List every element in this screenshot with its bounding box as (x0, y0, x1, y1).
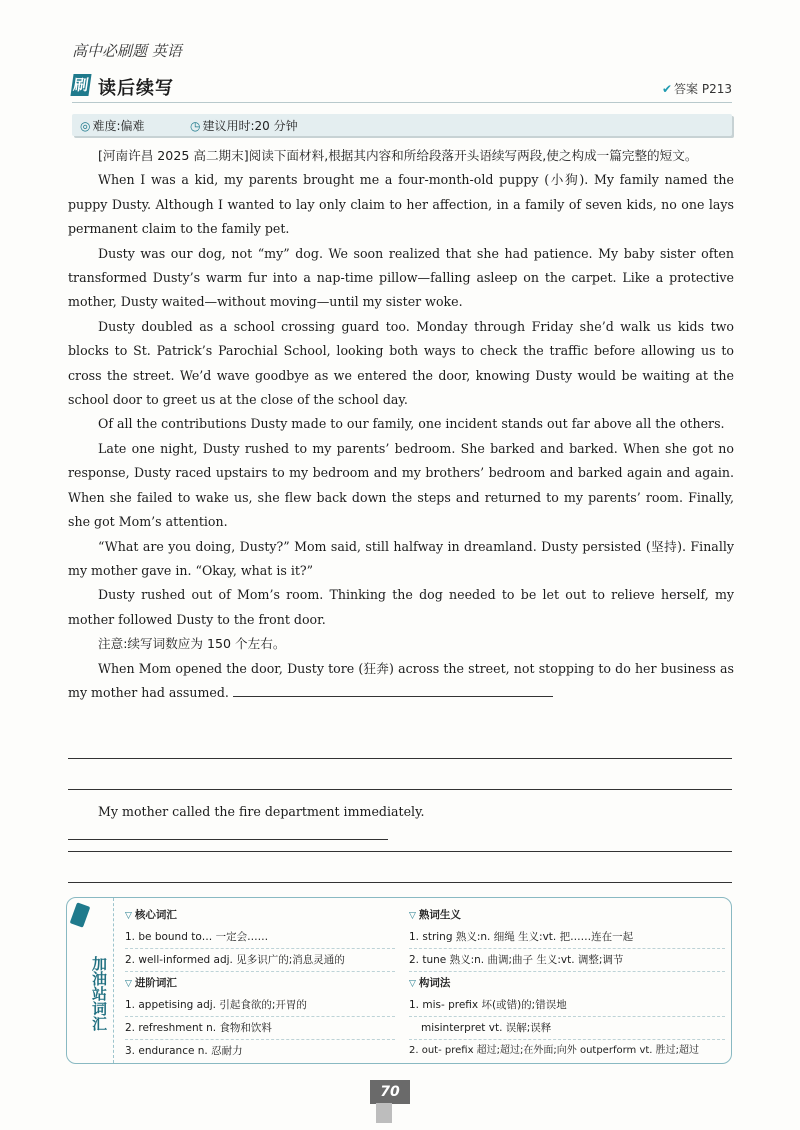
vocab-item: 2. well-informed adj. 见多识广的;消息灵通的 (125, 948, 395, 971)
checkmark-icon: ✔ (661, 82, 673, 96)
difficulty-icon: ◎ (80, 119, 91, 133)
advanced-vocab-heading: ▽ 进阶词汇 (125, 971, 395, 994)
word-count-note: 注意:续写词数应为 150 个左右。 (98, 636, 286, 652)
familiar-words-heading: ▽ 熟词生义 (409, 909, 461, 921)
vocab-item: 1. appetising adj. 引起食欲的;开胃的 (125, 999, 307, 1011)
paragraph: Of all the contributions Dusty made to our family, one incident stands out far above all the others. (98, 416, 725, 432)
divider (72, 102, 732, 103)
answer-page-label: 答案 P213 (674, 82, 732, 96)
vocabulary-box (66, 897, 732, 1064)
core-vocab-heading: ▽ 核心词汇 (125, 909, 177, 921)
vocab-item: 2. out- prefix 超过;超过;在外面;向外 outperform vt. 胜过;超过 (409, 1039, 725, 1062)
meta-bar (72, 114, 732, 136)
paragraph: Late one night, Dusty rushed to my parents’ bedroom. She barked and barked. When she got no response, Dusty raced upstairs to my bedroom and my brothers’ bedroom and barked again and again. When she failed to wake us, she flew back down the steps and returned to my parents’ room. Finally, she got Mom’s attention. (68, 440, 734, 530)
page-number: 70 (370, 1080, 410, 1104)
vocab-item: misinterpret vt. 误解;误释 (409, 1016, 725, 1039)
paragraph: “What are you doing, Dusty?” Mom said, still halfway in dreamland. Dusty persisted (坚持). Finally my mother gave in. “Okay, what is it?” (68, 538, 734, 578)
paragraph: Dusty doubled as a school crossing guard too. Monday through Friday she’d walk us kids two blocks to St. Patrick’s Parochial School, looking both ways to check the traffic before allowing us to cross the street. We’d wave goodbye as we entered the door, knowing Dusty would be waiting at the school door to greet us at the close of the school day. (68, 318, 734, 408)
writing-prompt-1: When Mom opened the door, Dusty tore (狂奔) across the street, not stopping to do her business as my mother had assumed. (68, 660, 734, 700)
vocab-item: 2. tune 熟义:n. 曲调;曲子 生义:vt. 调整;调节 (409, 948, 725, 971)
triangle-icon: ▽ (409, 979, 416, 989)
triangle-icon: ▽ (409, 911, 416, 921)
section-title: 读后续写 (98, 78, 174, 99)
writing-prompt-2: My mother called the fire department immediately. (68, 800, 734, 849)
instruction: [河南许昌 2025 高二期末]阅读下面材料,根据其内容和所给段落开头语续写两段,使之构成一篇完整的短文。 (98, 148, 698, 163)
paragraph: Dusty rushed out of Mom’s room. Thinking the dog needed to be let out to relieve herself, my mother followed Dusty to the front door. (68, 587, 734, 627)
vocab-side-panel (67, 898, 114, 1063)
section-header (72, 74, 732, 102)
vocab-item: 1. be bound to… 一定会…… (125, 931, 269, 943)
paragraph: When I was a kid, my parents brought me a four-month-old puppy (小狗). My family named the puppy Dusty. Although I wanted to lay only claim to her affection, in a family of seven kids, no one lays permanent claim to the family pet. (68, 172, 734, 237)
vocab-item: 1. mis- prefix 坏(或错)的;错误地 (409, 999, 567, 1011)
answer-line[interactable] (68, 789, 732, 790)
series-title: 高中必刷题 英语 (72, 42, 182, 60)
word-formation-heading: ▽ 构词法 (409, 971, 725, 994)
answer-blank[interactable] (68, 825, 388, 840)
brush-logo-icon: 刷 (72, 76, 90, 94)
page-marker (376, 1103, 392, 1123)
time-label: ◷ 建议用时:20 分钟 (190, 119, 298, 133)
answer-blank[interactable] (233, 682, 553, 697)
vocab-side-title: 加油站词汇 (90, 956, 108, 1031)
pencil-icon (70, 902, 91, 927)
vocab-item: 3. endurance n. 忍耐力 (125, 1039, 395, 1062)
paragraph: Dusty was our dog, not “my” dog. We soon realized that she had patience. My baby sister often transformed Dusty’s warm fur into a nap-time pillow—falling asleep on the carpet. Like a protective mother, Dusty waited—without moving—until my sister woke. (68, 245, 734, 310)
vocab-left-column (125, 904, 395, 1062)
difficulty-label: ◎ 难度:偏难 (80, 119, 145, 133)
answer-reference (662, 80, 732, 97)
answer-line[interactable] (68, 758, 732, 759)
triangle-icon: ▽ (125, 911, 132, 921)
triangle-icon: ▽ (125, 979, 132, 989)
vocab-item: 1. string 熟义:n. 细绳 生义:vt. 把……连在一起 (409, 931, 634, 943)
answer-line[interactable] (68, 851, 732, 852)
vocab-right-column (409, 904, 725, 1062)
passage (68, 144, 734, 705)
clock-icon: ◷ (190, 119, 201, 133)
vocab-item: 2. refreshment n. 食物和饮料 (125, 1016, 395, 1039)
answer-line[interactable] (68, 882, 732, 883)
